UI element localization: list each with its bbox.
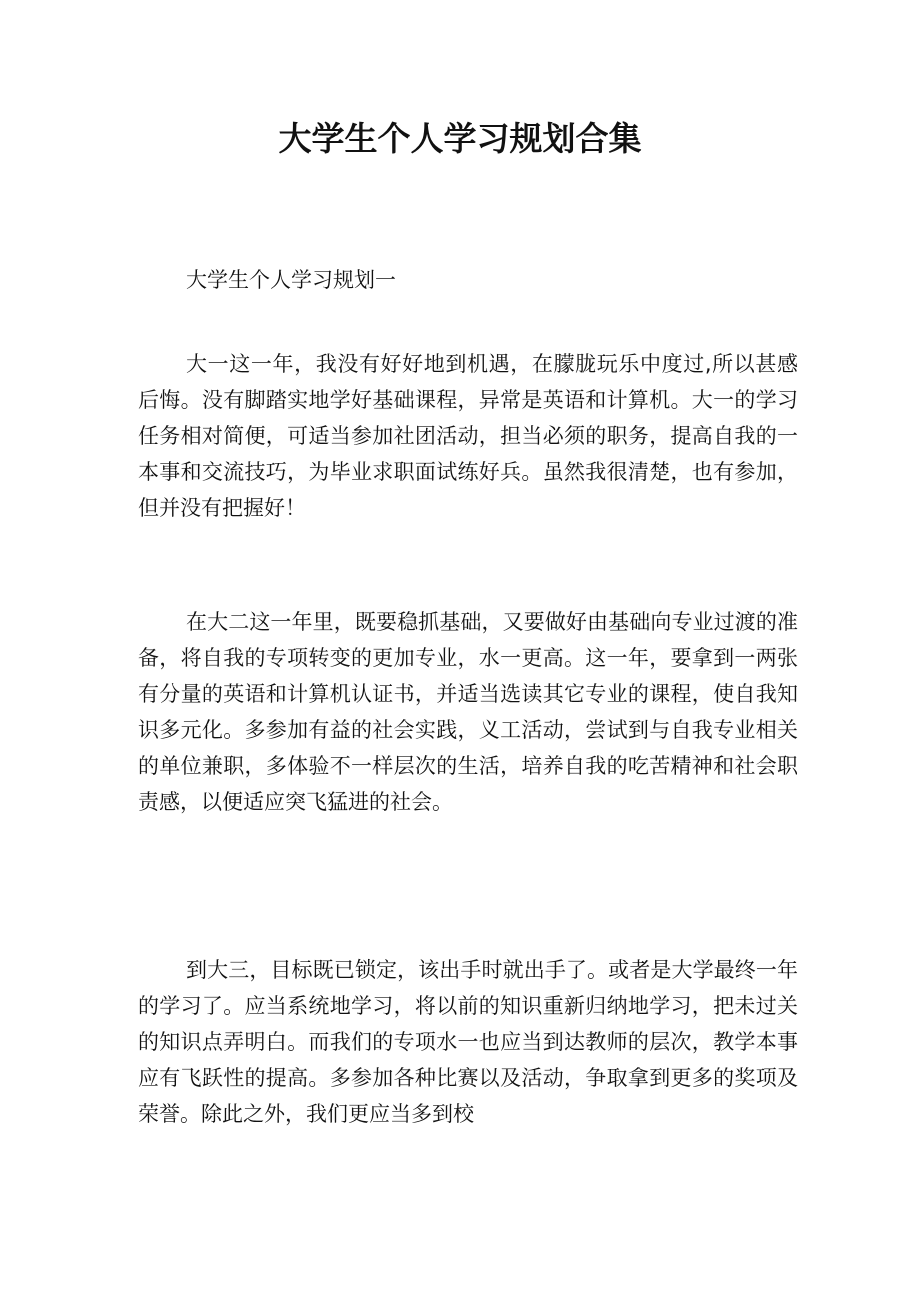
section-heading: 大学生个人学习规划一 — [186, 268, 396, 292]
paragraph-3: 到大三，目标既已锁定，该出手时就出手了。或者是大学最终一年的学习了。应当系统地学习，将以前的知识重新归纳地学习，把未过关的知识点弄明白。而我们的专项水一也应当到达教师的层次，教学本事应有飞跃性的提高。多参加各种比赛以及活动，争取拿到更多的奖项及荣誉。除此之外，我们更应当多到校 — [138, 958, 798, 1126]
paragraph-1: 大一这一年，我没有好好地到机遇，在朦胧玩乐中度过,所以甚感后悔。没有脚踏实地学好基础课程，异常是英语和计算机。大一的学习任务相对简便，可适当参加社团活动，担当必须的职务，提高自我的一本事和交流技巧，为毕业求职面试练好兵。虽然我很清楚，也有参加，但并没有把握好！ — [138, 352, 798, 520]
document-title: 大学生个人学习规划合集 — [278, 119, 642, 158]
paragraph-2: 在大二这一年里，既要稳抓基础，又要做好由基础向专业过渡的准备，将自我的专项转变的更加专业，水一更高。这一年，要拿到一两张有分量的英语和计算机认证书，并适当选读其它专业的课程，使自我知识多元化。多参加有益的社会实践，义工活动，尝试到与自我专业相关的单位兼职，多体验不一样层次的生活，培养自我的吃苦精神和社会职责感，以便适应突飞猛进的社会。 — [138, 610, 798, 814]
